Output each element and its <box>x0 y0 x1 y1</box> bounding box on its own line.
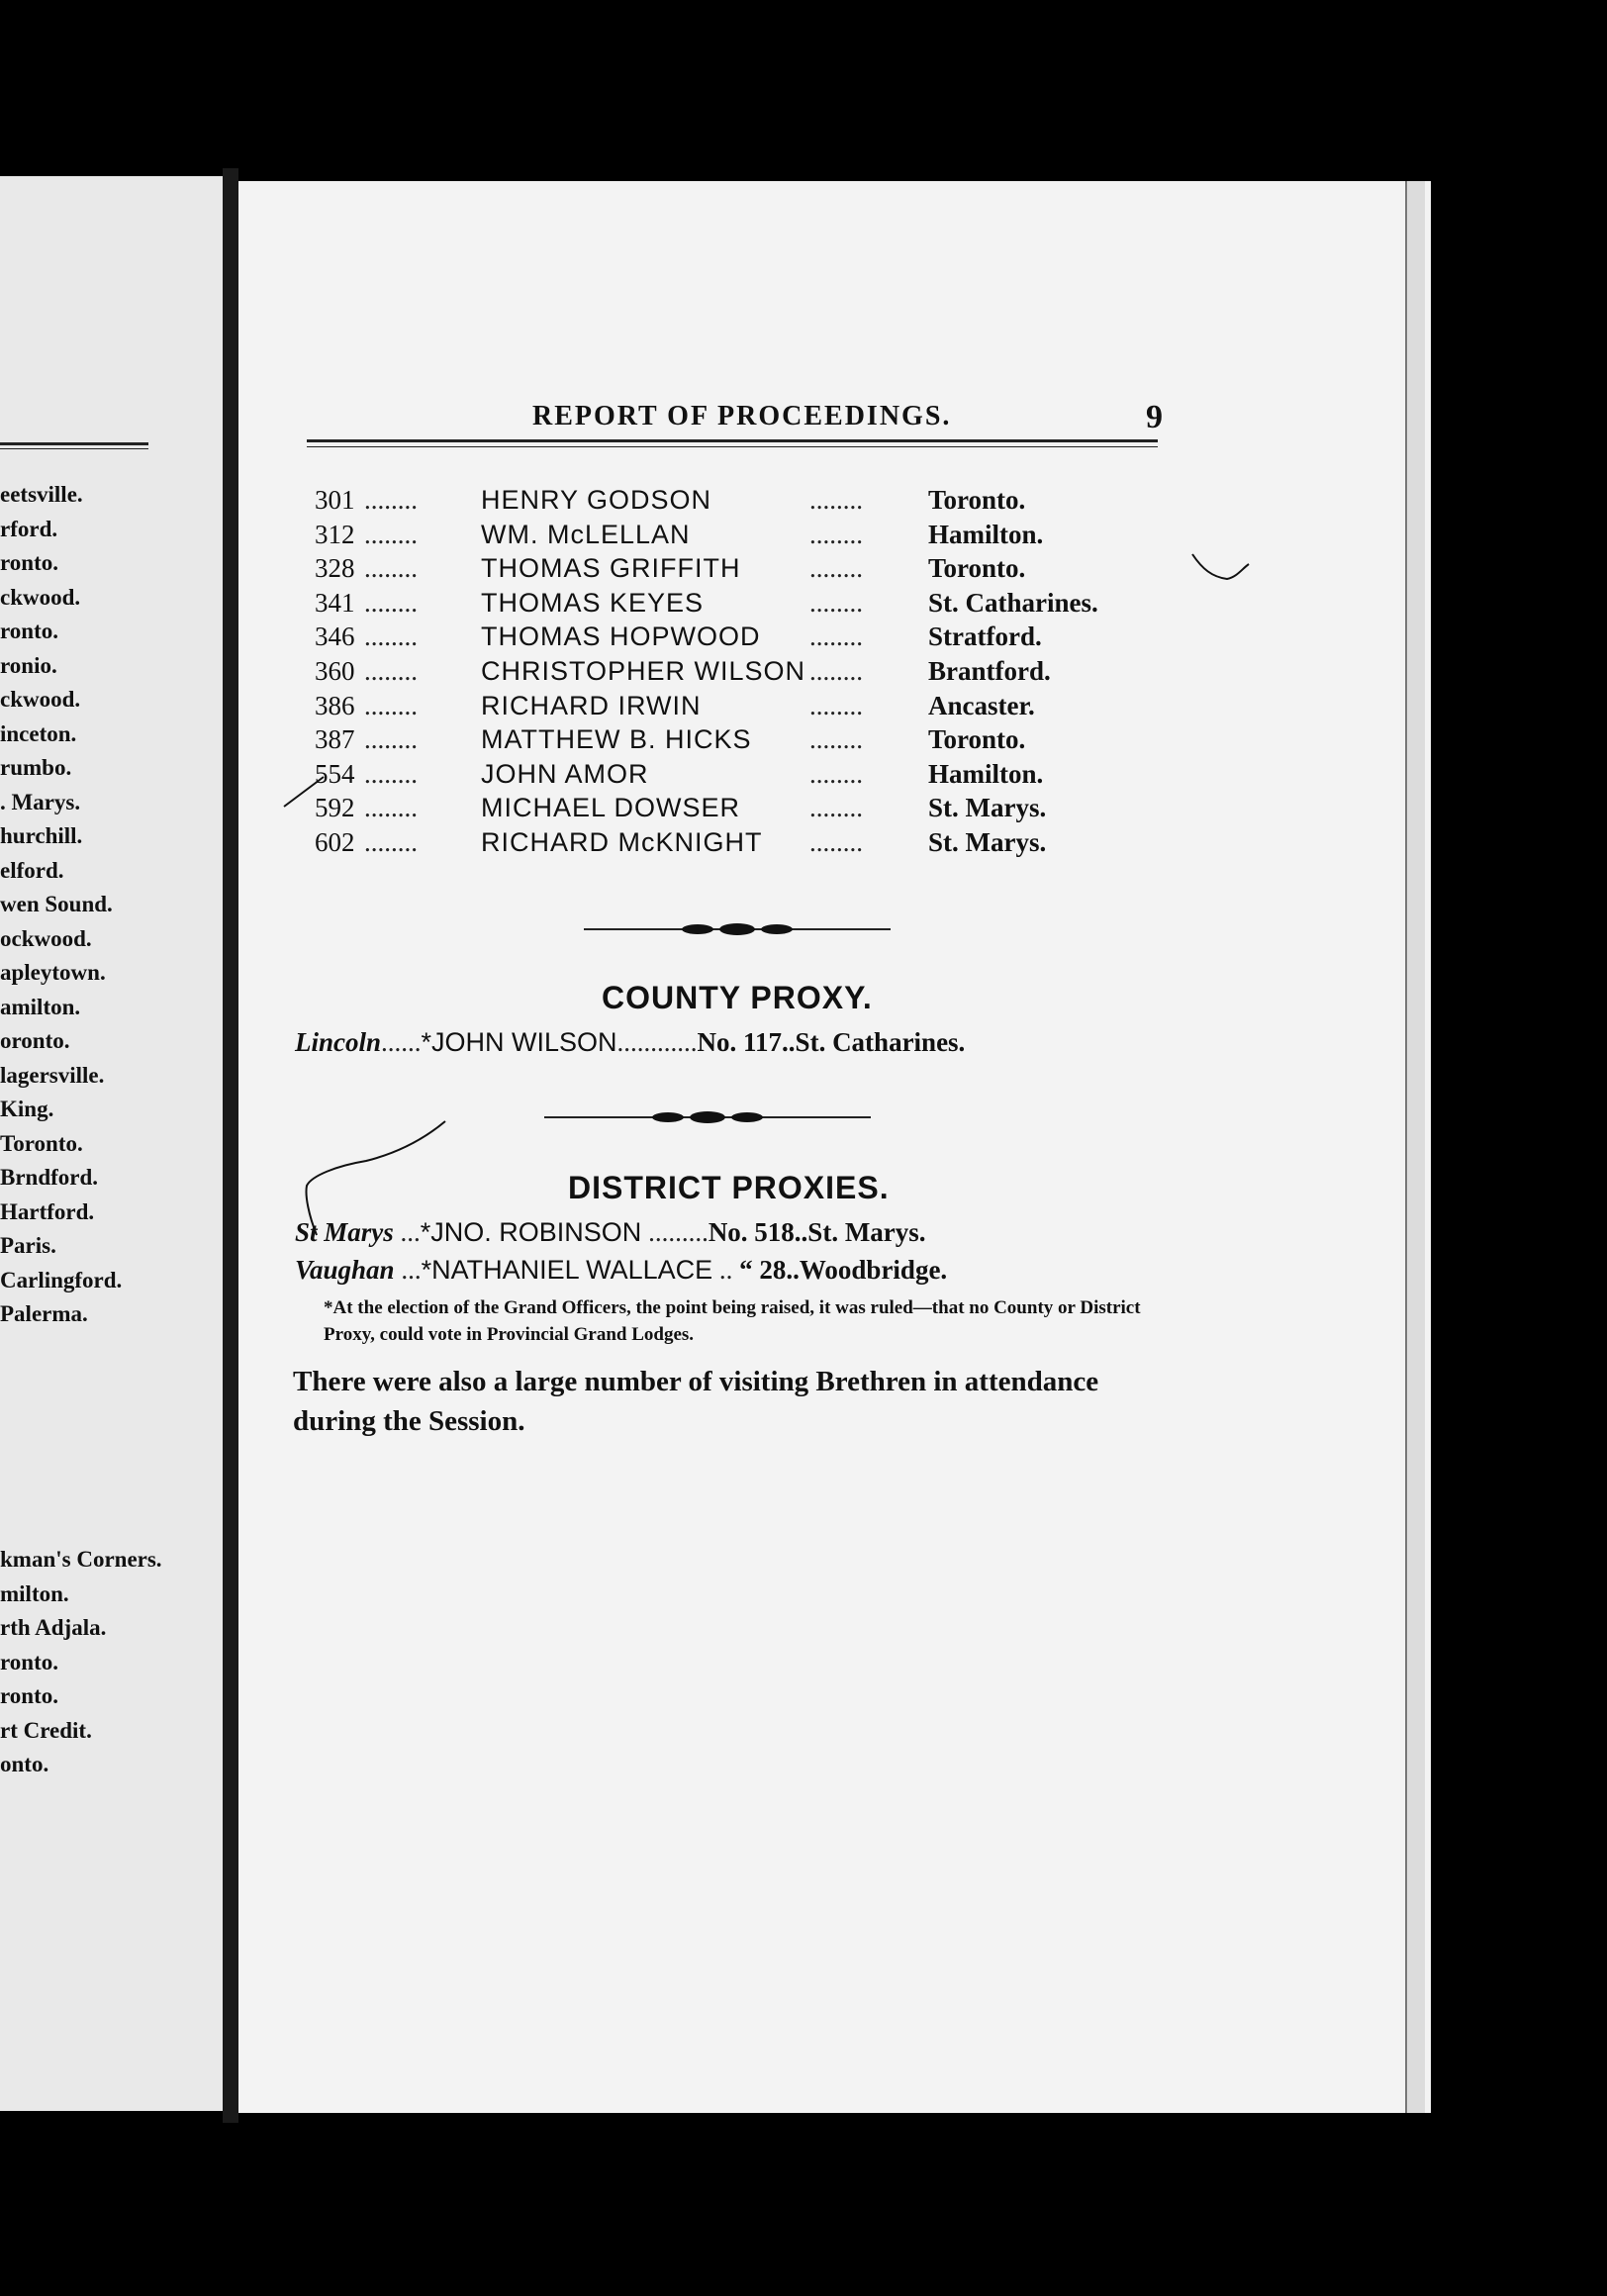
pen-mark-slash <box>279 772 329 812</box>
lodge-number: 301 <box>315 485 355 515</box>
lodge-number: 341 <box>315 587 355 618</box>
left-place-item: oronto. <box>0 1028 70 1053</box>
left-place-item: ronio. <box>0 652 57 678</box>
lodge-row: 554 ........ JOHN AMOR ........ Hamilton. <box>315 758 1044 789</box>
proxy-lodge: No. 518..St. Marys. <box>708 1217 926 1247</box>
left-place-item: milton. <box>0 1580 69 1606</box>
district-name: Vaughan <box>295 1255 395 1285</box>
lodge-town: St. Catharines. <box>928 587 1098 618</box>
left-place-item: ockwood. <box>0 925 92 951</box>
lodge-row: 328 ........ THOMAS GRIFFITH ........ Toronto. <box>315 553 1026 584</box>
representative-name: THOMAS HOPWOOD <box>481 622 761 652</box>
lodge-town: St. Marys. <box>928 827 1047 857</box>
proxy-name: *JOHN WILSON <box>421 1027 617 1057</box>
book-spine <box>223 168 238 2123</box>
footnote: *At the election of the Grand Officers, the point being raised, it was ruled—that no County or District Proxy, could vote in Provincial Grand Lodges. <box>324 1297 1141 1345</box>
lodge-row: 602 ........ RICHARD McKNIGHT ........ St. Marys. <box>315 827 1047 857</box>
left-place-item: kman's Corners. <box>0 1547 162 1572</box>
representative-name: MICHAEL DOWSER <box>481 793 741 823</box>
left-place-item: Palerma. <box>0 1301 88 1326</box>
left-place-item: inceton. <box>0 720 77 746</box>
left-place-item: Hartford. <box>0 1198 95 1224</box>
representative-name: THOMAS KEYES <box>481 587 705 618</box>
lodge-number: 592 <box>315 793 355 823</box>
left-place-item: rt Credit. <box>0 1717 92 1743</box>
left-place-item: Carlingford. <box>0 1267 123 1292</box>
representative-name: WM. McLELLAN <box>481 519 691 549</box>
lodge-town: Hamilton. <box>928 519 1044 549</box>
lodge-town: Hamilton. <box>928 758 1044 789</box>
representative-name: RICHARD IRWIN <box>481 690 702 720</box>
lodge-number: 554 <box>315 758 355 789</box>
left-place-item: ronto. <box>0 1683 58 1708</box>
representative-name: CHRISTOPHER WILSON <box>481 656 806 686</box>
lodge-town: Ancaster. <box>928 690 1035 720</box>
representative-name: THOMAS GRIFFITH <box>481 553 741 584</box>
lodge-row: 341 ........ THOMAS KEYES ........ St. Catharines. <box>315 587 1098 618</box>
lodge-row: 346 ........ THOMAS HOPWOOD ........ Stratford. <box>315 622 1042 652</box>
lodge-number: 387 <box>315 724 355 755</box>
header-rule <box>307 439 1158 447</box>
representative-name: JOHN AMOR <box>481 758 649 789</box>
lodge-town: Stratford. <box>928 622 1042 652</box>
page-number: 9 <box>1146 399 1163 435</box>
left-place-item: lagersville. <box>0 1062 105 1088</box>
proxy-name: *NATHANIEL WALLACE <box>421 1255 713 1285</box>
lodge-row: 387 ........ MATTHEW B. HICKS ........ Toronto. <box>315 724 1026 755</box>
left-place-item: Paris. <box>0 1233 56 1258</box>
representative-name: HENRY GODSON <box>481 485 712 515</box>
lodge-town: Toronto. <box>928 485 1026 515</box>
page-edge <box>1405 181 1425 2113</box>
county-proxy-entry: Lincoln......*JOHN WILSON............No. 117..St. Catharines. <box>295 1027 966 1057</box>
proxy-lodge: No. 117..St. Catharines. <box>697 1027 966 1057</box>
left-place-item: onto. <box>0 1752 49 1776</box>
district-proxy-entry: St Marys ...*JNO. ROBINSON .........No. 518..St. Marys. <box>295 1217 926 1247</box>
left-place-item: ronto. <box>0 1649 58 1674</box>
lodge-number: 346 <box>315 622 355 652</box>
lodge-town: Brantford. <box>928 656 1051 686</box>
lodge-row: 360 ........ CHRISTOPHER WILSON ........ Brantford. <box>315 656 1051 686</box>
left-page-rule <box>0 442 148 449</box>
ornamental-divider <box>584 922 891 936</box>
left-place-item: amilton. <box>0 994 81 1019</box>
district-proxies-title: DISTRICT PROXIES. <box>568 1170 890 1205</box>
left-place-item: King. <box>0 1097 54 1121</box>
left-place-item: wen Sound. <box>0 892 113 916</box>
left-place-item: eetsville. <box>0 482 83 507</box>
district-name: St Marys <box>295 1217 394 1247</box>
lodge-number: 328 <box>315 553 355 584</box>
lodge-number: 602 <box>315 827 355 857</box>
ornamental-divider <box>544 1110 871 1124</box>
lodge-number: 386 <box>315 690 355 720</box>
proxy-name: *JNO. ROBINSON <box>420 1217 642 1247</box>
lodge-row: 312 ........ WM. McLELLAN ........ Hamilton. <box>315 519 1044 549</box>
county-proxy-title: COUNTY PROXY. <box>602 980 873 1015</box>
lodge-number: 312 <box>315 519 355 549</box>
pen-mark-bracket <box>297 1116 455 1245</box>
left-place-item: ckwood. <box>0 687 81 712</box>
lodge-row: 592 ........ MICHAEL DOWSER ........ St. Marys. <box>315 793 1047 823</box>
closing-paragraph: There were also a large number of visiting Brethren in attendance during the Session. <box>293 1366 1099 1437</box>
left-place-item: ronto. <box>0 619 58 643</box>
district-proxy-entry: Vaughan ...*NATHANIEL WALLACE .. “ 28..Woodbridge. <box>295 1255 948 1285</box>
lodge-town: St. Marys. <box>928 793 1047 823</box>
left-place-item: ronto. <box>0 550 58 575</box>
left-place-item: Toronto. <box>0 1130 83 1156</box>
county-name: Lincoln <box>295 1027 382 1057</box>
representative-name: RICHARD McKNIGHT <box>481 827 763 857</box>
pen-mark-check <box>1187 549 1257 589</box>
lodge-town: Toronto. <box>928 724 1026 755</box>
left-place-item: elford. <box>0 857 64 883</box>
left-place-item: ckwood. <box>0 584 81 610</box>
left-place-item: rumbo. <box>0 755 72 780</box>
lodge-row: 386 ........ RICHARD IRWIN ........ Ancaster. <box>315 690 1035 720</box>
left-place-item: apleytown. <box>0 960 106 985</box>
lodge-number: 360 <box>315 656 355 686</box>
proxy-lodge: “ 28..Woodbridge. <box>739 1255 948 1285</box>
lodge-town: Toronto. <box>928 553 1026 584</box>
lodge-row: 301 ........ HENRY GODSON ........ Toronto. <box>315 485 1026 515</box>
left-place-item: rford. <box>0 516 58 541</box>
left-place-item: rth Adjala. <box>0 1615 107 1640</box>
left-place-item: Brndford. <box>0 1165 99 1190</box>
left-place-item: . Marys. <box>0 789 81 814</box>
page-header-title: REPORT OF PROCEEDINGS. <box>532 401 952 431</box>
left-place-item: hurchill. <box>0 823 83 848</box>
representative-name: MATTHEW B. HICKS <box>481 724 752 755</box>
